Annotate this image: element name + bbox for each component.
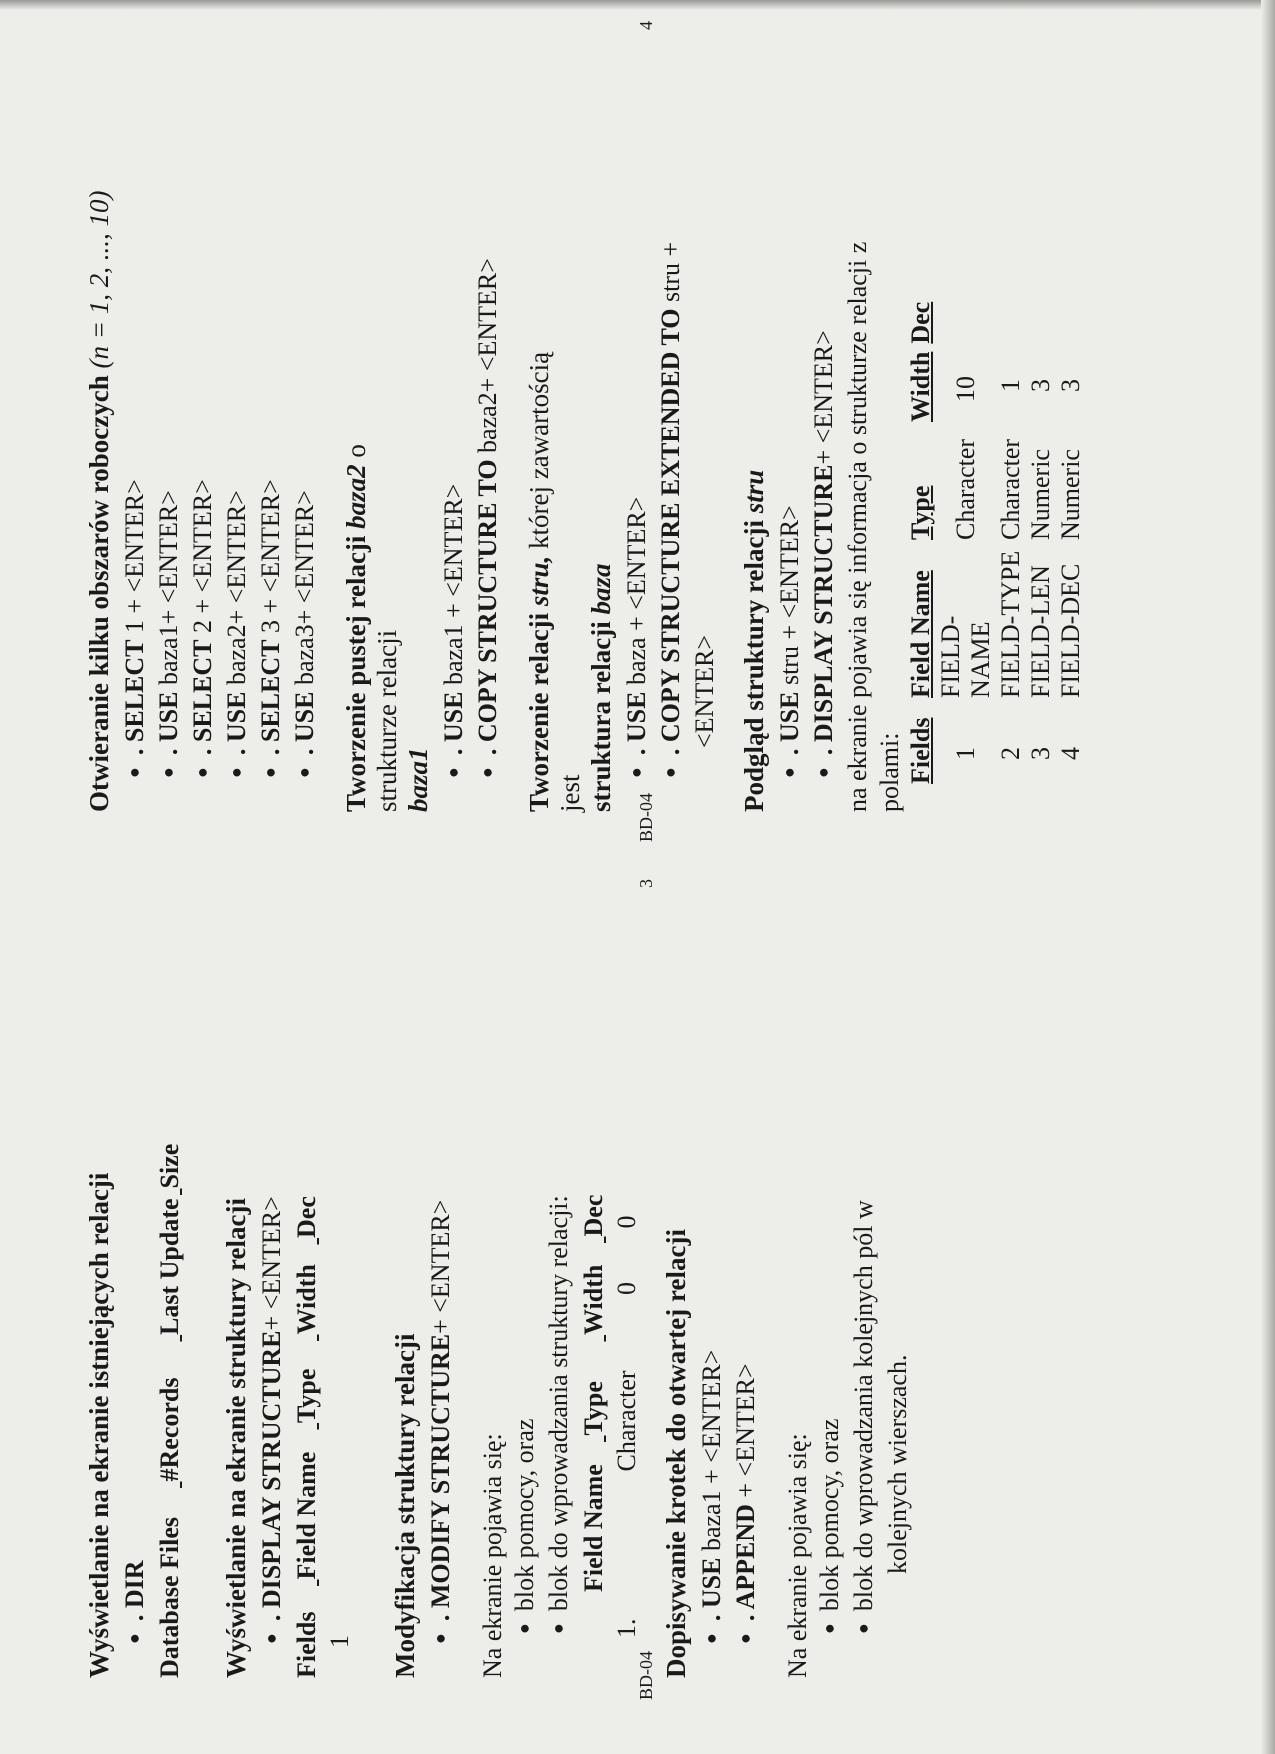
col-width: Width bbox=[579, 1264, 608, 1335]
select-command: ● . SELECT 1 + <ENTER> bbox=[119, 52, 153, 778]
col-last-update: Last Update bbox=[155, 1198, 184, 1335]
screen-items bbox=[509, 918, 577, 1634]
modify-command-list bbox=[425, 918, 459, 1644]
use-command: ● . USE baza2+ <ENTER> bbox=[221, 52, 255, 778]
use-command: ● . USE baza1+ <ENTER> bbox=[153, 52, 187, 778]
dir-command: ● . DIR bbox=[119, 918, 153, 1644]
list-item-continuation: kolejnych wierszach. bbox=[883, 1354, 912, 1574]
screen-intro: Na ekranie pojawia się: bbox=[478, 1433, 507, 1678]
section-heading-append: Dopisywanie krotek do otwartej relacji bbox=[661, 1229, 691, 1678]
section-heading-select: Otwieranie kilku obszarów roboczych (n = 1, 2, ..., 10) bbox=[84, 190, 114, 812]
col-type: Type bbox=[292, 1368, 321, 1423]
command-continuation: <ENTER> bbox=[690, 634, 719, 748]
modify-command: ● . MODIFY STRUCTURE+ <ENTER> bbox=[425, 918, 459, 1644]
structure-table-header bbox=[290, 918, 324, 1678]
col-fields: Fields bbox=[292, 1611, 321, 1678]
preview-description: na ekranie pojawia się informacja o strukturze relacji z bbox=[843, 241, 872, 812]
append-command: ● . APPEND + <ENTER> bbox=[730, 918, 764, 1644]
col-field-name: Field Name bbox=[292, 1451, 321, 1580]
use-command: ● . USE baza + <ENTER> bbox=[621, 52, 655, 778]
use-command: ● . USE baza1 + <ENTER> bbox=[438, 52, 472, 778]
use-command: ● . USE baza1 + <ENTER> bbox=[696, 918, 730, 1644]
list-item: ● blok do wprowadzania struktury relacji: bbox=[543, 918, 577, 1634]
display-structure-command-list bbox=[256, 918, 290, 1644]
col-dec: Dec bbox=[292, 1196, 321, 1238]
copy-extended-command: ● . COPY STRUCTURE EXTENDED TO stru + bbox=[655, 52, 689, 778]
page-3 bbox=[70, 858, 912, 1700]
section-heading-preview: Podgląd struktury relacji stru bbox=[739, 469, 769, 812]
append-command-list bbox=[696, 918, 764, 1644]
structure-fields-table bbox=[906, 294, 1086, 784]
screen-items-2 bbox=[814, 918, 882, 1634]
col-dec: Dec bbox=[579, 1194, 608, 1237]
select-command-list bbox=[119, 52, 323, 778]
col-field-name: Field Name bbox=[906, 570, 935, 698]
col-fields: Fields bbox=[906, 717, 935, 784]
dir-table-header bbox=[153, 918, 187, 1678]
section-heading-modify: Modyfikacja struktury relacji bbox=[390, 1333, 420, 1678]
copy-structure-command-list bbox=[438, 52, 506, 778]
col-type: Type bbox=[579, 1381, 608, 1436]
page-4 bbox=[70, 0, 1085, 842]
col-type: Type bbox=[906, 485, 935, 540]
section-heading-copy-extended: Tworzenie relacji stru, której zawartością jest struktura relacji baza bbox=[524, 351, 616, 812]
table-row: 2 FIELD-TYPE Character 1 bbox=[996, 379, 1025, 760]
page-3-content bbox=[84, 918, 914, 1678]
col-width: Width bbox=[292, 1264, 321, 1335]
table-row: 3 FIELD-LEN Numeric 3 bbox=[1026, 379, 1055, 760]
col-records: #Records bbox=[155, 1377, 184, 1482]
col-width: Width bbox=[906, 351, 935, 422]
structure-row: 1 bbox=[325, 1635, 354, 1648]
col-size: Size bbox=[155, 1143, 184, 1189]
footer-code: BD-04 bbox=[636, 1651, 656, 1700]
page-number: 4 bbox=[636, 21, 656, 30]
display-structure-command: ● . DISPLAY STRUCTURE+ <ENTER> bbox=[808, 52, 842, 778]
use-command: ● . USE stru + <ENTER> bbox=[774, 52, 808, 778]
select-command: ● . SELECT 2 + <ENTER> bbox=[187, 52, 221, 778]
section-heading-display-structure: Wyświetlanie na ekranie struktury relacji bbox=[221, 1198, 251, 1678]
select-command: ● . SELECT 3 + <ENTER> bbox=[255, 52, 289, 778]
dir-command-list bbox=[119, 918, 153, 1644]
col-dec: Dec bbox=[906, 301, 935, 344]
scan-right-edge bbox=[1261, 0, 1275, 1754]
modify-table-header bbox=[577, 918, 611, 1678]
page-number: 3 bbox=[636, 879, 656, 888]
table-row: 4 FIELD-DEC Numeric 3 bbox=[1056, 379, 1085, 760]
preview-command-list bbox=[774, 52, 842, 778]
list-item: ● blok pomocy, oraz bbox=[509, 918, 543, 1634]
col-database-files: Database Files bbox=[155, 1516, 184, 1678]
screen-intro-2: Na ekranie pojawia się: bbox=[783, 1433, 812, 1678]
preview-description-cont: polami: bbox=[875, 732, 904, 812]
footer-code: BD-04 bbox=[636, 793, 656, 842]
list-item: ● blok pomocy, oraz bbox=[814, 918, 848, 1634]
copy-structure-command: ● . COPY STRUCTURE TO baza2+ <ENTER> bbox=[472, 52, 506, 778]
section-heading-copy-structure: Tworzenie pustej relacji baza2 o strukturze relacji baza1 bbox=[341, 444, 433, 812]
modify-table-row: 1. Character 0 0 bbox=[612, 1215, 641, 1638]
use-command: ● . USE baza3+ <ENTER> bbox=[289, 52, 323, 778]
table-row: 1 FIELD-NAME Character 10 bbox=[936, 376, 995, 760]
page-4-content bbox=[84, 52, 1086, 812]
section-heading-dir: Wyświetlanie na ekranie istniejących relacji bbox=[84, 1172, 114, 1678]
display-structure-command: ● . DISPLAY STRUCTURE+ <ENTER> bbox=[256, 918, 290, 1644]
copy-extended-command-list bbox=[621, 52, 689, 778]
list-item: ● blok do wprowadzania kolejnych pól w bbox=[848, 918, 882, 1634]
table-header-row bbox=[906, 294, 936, 784]
col-field-name: Field Name bbox=[579, 1464, 608, 1592]
